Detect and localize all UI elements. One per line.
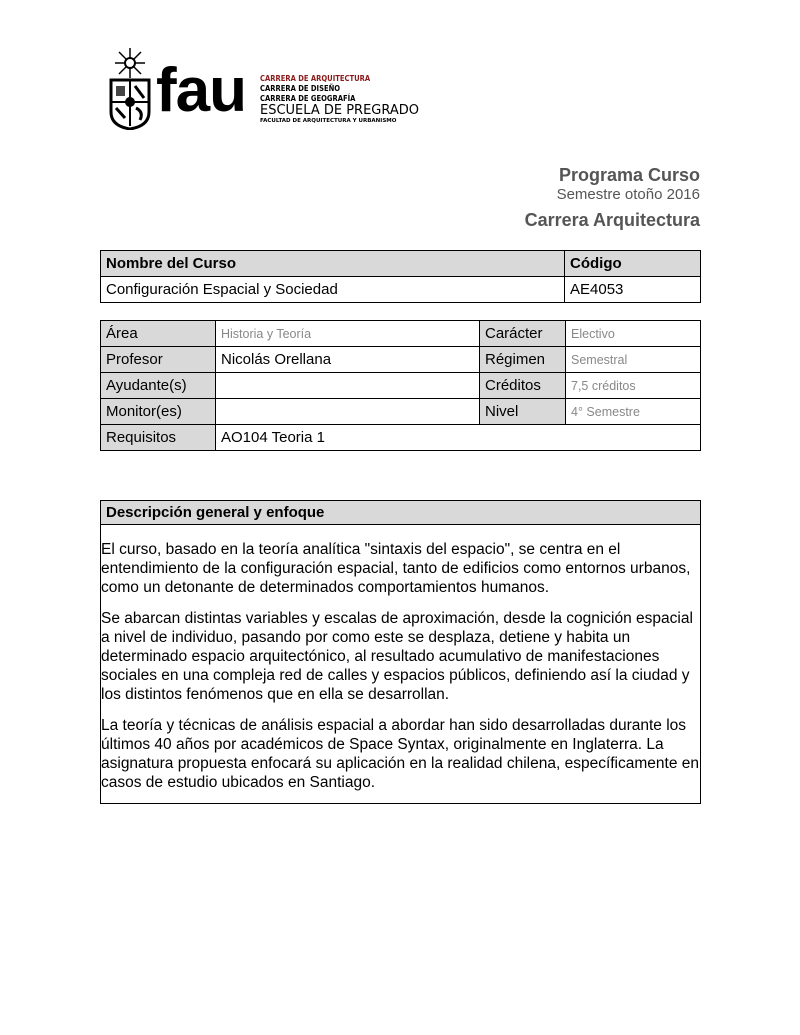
- description-heading: Descripción general y enfoque: [101, 501, 700, 525]
- logo-text: [260, 74, 419, 125]
- requisitos-value: AO104 Teoria 1: [216, 425, 701, 451]
- semester: Semestre otoño 2016: [556, 186, 700, 203]
- creditos-label: Créditos: [480, 373, 566, 399]
- area-label: Área: [101, 321, 216, 347]
- creditos-value: 7,5 créditos: [566, 373, 701, 399]
- description-paragraph: Se abarcan distintas variables y escalas de aproximación, desde la cognición espacial a nivel de individuo, pasando por como este se desplaza, detiene y habita un determinado espacio arquitectónico, al resultado acumulativo de manifestaciones sociales en una compleja red de calles y espacios públicos, definiendo así la ciudad y los distintos fenómenos que en ella se desarrollan.: [101, 610, 693, 703]
- regimen-value: Semestral: [566, 347, 701, 373]
- career: Carrera Arquitectura: [524, 210, 700, 230]
- profesor-value: Nicolás Orellana: [216, 347, 480, 373]
- course-name: Configuración Espacial y Sociedad: [101, 277, 565, 303]
- ayudante-value: [216, 373, 480, 399]
- fau-wordmark: fau: [156, 56, 246, 125]
- logo-line: FACULTAD DE ARQUITECTURA Y URBANISMO: [260, 118, 397, 124]
- monitor-label: Monitor(es): [101, 399, 216, 425]
- logo-line: CARRERA DE DISEÑO: [260, 84, 341, 93]
- area-value: Historia y Teoría: [216, 321, 480, 347]
- description-paragraph: La teoría y técnicas de análisis espacial a abordar han sido desarrolladas durante los últimos 40 años por académicos de Space Syntax, originalmente en Inglaterra. La asignatura propuesta enfocará su aplicación en la realidad chilena, específicamente en casos de estudio ubicados en Santiago.: [101, 717, 699, 791]
- page-title: Programa Curso: [558, 165, 700, 185]
- logo-line: CARRERA DE GEOGRAFÍA: [260, 94, 356, 103]
- logo-line: CARRERA DE ARQUITECTURA: [260, 74, 371, 83]
- nivel-value: 4° Semestre: [566, 399, 701, 425]
- ayudante-label: Ayudante(s): [101, 373, 216, 399]
- fau-logo: [108, 46, 419, 130]
- code-label: Código: [565, 251, 701, 277]
- info-table: [100, 320, 701, 451]
- description-paragraph: El curso, basado en la teoría analítica "sintaxis del espacio", se centra en el entendimiento de la configuración espacial, tanto de edificios como entornos urbanos, como un detonante de determinados comportamientos humanos.: [101, 541, 691, 596]
- name-label: Nombre del Curso: [101, 251, 565, 277]
- caracter-label: Carácter: [480, 321, 566, 347]
- course-code: AE4053: [565, 277, 701, 303]
- caracter-value: Electivo: [566, 321, 701, 347]
- description-box: [100, 500, 701, 804]
- course-table: [100, 250, 701, 303]
- nivel-label: Nivel: [480, 399, 566, 425]
- requisitos-label: Requisitos: [101, 425, 216, 451]
- university-crest-icon: [108, 46, 152, 130]
- monitor-value: [216, 399, 480, 425]
- profesor-label: Profesor: [101, 347, 216, 373]
- regimen-label: Régimen: [480, 347, 566, 373]
- logo-line: ESCUELA DE PREGRADO: [260, 103, 419, 118]
